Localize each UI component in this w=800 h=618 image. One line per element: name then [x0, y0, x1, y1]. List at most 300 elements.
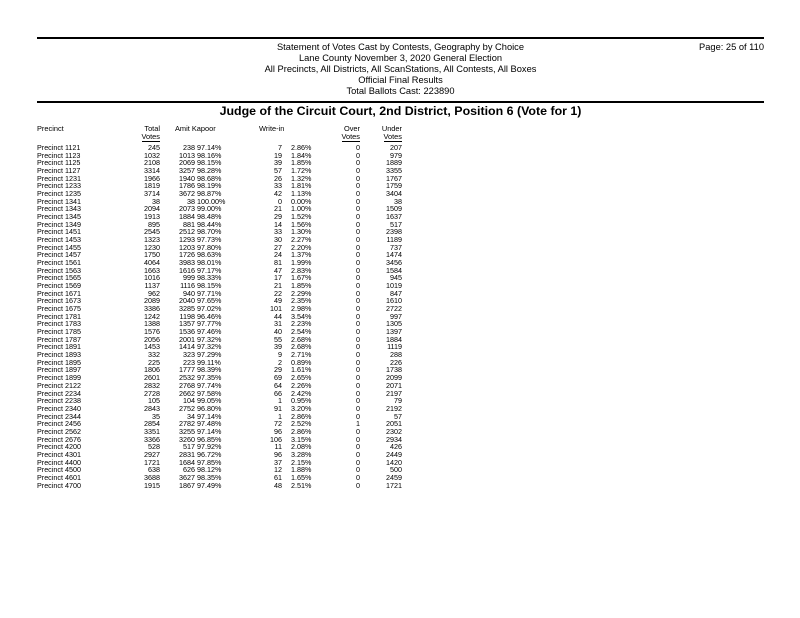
writein-votes: 29 — [274, 365, 282, 375]
total-votes: 1915 — [144, 480, 160, 490]
over-votes: 0 — [356, 472, 360, 482]
table-row — [37, 336, 417, 344]
writein-votes: 17 — [274, 273, 282, 283]
precinct-name: Precinct 1785 — [37, 327, 81, 337]
writein-percent: 1.56% — [291, 219, 312, 229]
candidate-percent: 97.14% — [197, 411, 222, 421]
over-votes: 0 — [356, 173, 360, 183]
candidate-votes: 626 — [183, 465, 195, 475]
precinct-name: Precinct 2676 — [37, 434, 81, 444]
col-precinct: Precinct — [37, 124, 64, 133]
total-votes: 2728 — [144, 388, 160, 398]
under-votes: 1767 — [386, 173, 402, 183]
candidate-votes: 1726 — [179, 250, 195, 260]
writein-percent: 1.81% — [291, 181, 312, 191]
precinct-name: Precinct 1565 — [37, 273, 81, 283]
under-votes: 226 — [390, 357, 402, 367]
under-votes: 2099 — [386, 373, 402, 383]
candidate-votes: 2831 — [179, 449, 195, 459]
under-votes: 1397 — [386, 327, 402, 337]
total-votes: 2056 — [144, 334, 160, 344]
col-total-line1: Total — [144, 124, 160, 133]
over-votes: 0 — [356, 250, 360, 260]
precinct-name: Precinct 1675 — [37, 304, 81, 314]
candidate-percent: 96.46% — [197, 311, 222, 321]
over-votes: 0 — [356, 265, 360, 275]
col-over — [335, 125, 360, 142]
writein-percent: 2.23% — [291, 319, 312, 329]
under-votes: 426 — [390, 442, 402, 452]
table-row — [37, 274, 417, 282]
over-votes: 0 — [356, 181, 360, 191]
under-votes: 979 — [390, 150, 402, 160]
under-votes: 1305 — [386, 319, 402, 329]
precinct-name: Precinct 1787 — [37, 334, 81, 344]
writein-votes: 7 — [278, 143, 282, 152]
precinct-name: Precinct 1127 — [37, 166, 81, 176]
candidate-percent: 97.02% — [197, 304, 222, 314]
total-votes: 1137 — [144, 281, 160, 291]
total-votes: 528 — [148, 442, 160, 452]
precinct-name: Precinct 1673 — [37, 296, 81, 306]
precinct-name: Precinct 1895 — [37, 357, 81, 367]
total-votes: 1032 — [144, 150, 160, 160]
writein-percent: 0.89% — [291, 357, 312, 367]
candidate-percent: 97.58% — [197, 388, 222, 398]
candidate-votes: 323 — [183, 350, 195, 360]
total-votes: 1913 — [144, 212, 160, 222]
writein-percent: 1.99% — [291, 258, 312, 268]
under-votes: 945 — [390, 273, 402, 283]
over-votes: 0 — [356, 150, 360, 160]
table-row — [37, 313, 417, 321]
over-votes: 0 — [356, 465, 360, 475]
candidate-percent: 98.33% — [197, 273, 222, 283]
under-votes: 517 — [390, 219, 402, 229]
candidate-votes: 3257 — [179, 166, 195, 176]
writein-percent: 1.72% — [291, 166, 312, 176]
writein-percent: 2.86% — [291, 143, 312, 152]
writein-votes: 57 — [274, 166, 282, 176]
writein-votes: 81 — [274, 258, 282, 268]
total-votes: 638 — [148, 465, 160, 475]
candidate-percent: 98.87% — [197, 189, 222, 199]
total-votes: 1663 — [144, 265, 160, 275]
precinct-name: Precinct 1783 — [37, 319, 81, 329]
total-votes: 1323 — [144, 235, 160, 245]
under-votes: 1889 — [386, 158, 402, 168]
candidate-votes: 1684 — [179, 457, 195, 467]
over-votes: 0 — [356, 143, 360, 152]
candidate-percent: 98.48% — [197, 212, 222, 222]
writein-percent: 1.85% — [291, 158, 312, 168]
report-header — [37, 42, 764, 97]
total-votes: 1453 — [144, 342, 160, 352]
header-rule — [37, 101, 764, 103]
candidate-votes: 1013 — [179, 150, 195, 160]
writein-percent: 2.08% — [291, 442, 312, 452]
table-row — [37, 244, 417, 252]
precinct-name: Precinct 2344 — [37, 411, 81, 421]
writein-percent: 1.32% — [291, 173, 312, 183]
total-votes: 225 — [148, 357, 160, 367]
precinct-name: Precinct 4500 — [37, 465, 81, 475]
under-votes: 1584 — [386, 265, 402, 275]
writein-votes: 49 — [274, 296, 282, 306]
total-votes: 3386 — [144, 304, 160, 314]
precinct-name: Precinct 1451 — [37, 227, 81, 237]
over-votes: 0 — [356, 373, 360, 383]
writein-percent: 3.54% — [291, 311, 312, 321]
under-votes: 500 — [390, 465, 402, 475]
table-row — [37, 144, 417, 152]
writein-votes: 47 — [274, 265, 282, 275]
candidate-votes: 2782 — [179, 419, 195, 429]
candidate-votes: 3285 — [179, 304, 195, 314]
total-votes: 962 — [148, 288, 160, 298]
over-votes: 1 — [356, 419, 360, 429]
over-votes: 0 — [356, 242, 360, 252]
col-under-line1: Under — [381, 124, 402, 133]
table-row — [37, 413, 417, 421]
candidate-percent: 98.15% — [197, 281, 222, 291]
col-under-line2: Votes — [383, 132, 402, 141]
writein-votes: 26 — [274, 173, 282, 183]
table-row — [37, 474, 417, 482]
under-votes: 3404 — [386, 189, 402, 199]
candidate-percent: 97.85% — [197, 457, 222, 467]
under-votes: 207 — [390, 143, 402, 152]
over-votes: 0 — [356, 350, 360, 360]
table-row — [37, 221, 417, 229]
under-votes: 3456 — [386, 258, 402, 268]
precinct-name: Precinct 2234 — [37, 388, 81, 398]
candidate-percent: 97.71% — [197, 288, 222, 298]
table-row — [37, 451, 417, 459]
candidate-votes: 3983 — [179, 258, 195, 268]
writein-votes: 91 — [274, 403, 282, 413]
over-votes: 0 — [356, 411, 360, 421]
over-votes: 0 — [356, 227, 360, 237]
candidate-votes: 1116 — [180, 281, 195, 291]
over-votes: 0 — [356, 189, 360, 199]
candidate-votes: 3672 — [179, 189, 195, 199]
writein-percent: 1.85% — [291, 281, 312, 291]
precinct-name: Precinct 4601 — [37, 472, 81, 482]
under-votes: 2459 — [386, 472, 402, 482]
candidate-percent: 97.14% — [197, 143, 222, 152]
writein-percent: 2.86% — [291, 426, 312, 436]
report-scope: All Precincts, All Districts, All ScanStations, All Contests, All Boxes — [264, 64, 537, 74]
total-votes: 1806 — [144, 365, 160, 375]
candidate-votes: 1867 — [179, 480, 195, 490]
under-votes: 2934 — [386, 434, 402, 444]
total-votes: 3314 — [144, 166, 160, 176]
table-row — [37, 282, 417, 290]
table-row — [37, 405, 417, 413]
writein-percent: 1.88% — [291, 465, 312, 475]
candidate-percent: 96.85% — [197, 434, 222, 444]
precinct-name: Precinct 1561 — [37, 258, 81, 268]
candidate-votes: 999 — [183, 273, 195, 283]
total-votes: 1576 — [144, 327, 160, 337]
under-votes: 2197 — [386, 388, 402, 398]
precinct-name: Precinct 1231 — [37, 173, 81, 183]
writein-votes: 11 — [274, 442, 282, 452]
under-votes: 1738 — [386, 365, 402, 375]
candidate-percent: 98.19% — [197, 181, 222, 191]
candidate-percent: 97.77% — [197, 319, 222, 329]
table-row — [37, 236, 417, 244]
total-votes: 2854 — [144, 419, 160, 429]
writein-percent: 2.68% — [291, 342, 312, 352]
precinct-name: Precinct 1563 — [37, 265, 81, 275]
over-votes: 0 — [356, 196, 360, 206]
writein-percent: 1.13% — [291, 189, 312, 199]
under-votes: 1509 — [386, 204, 402, 214]
writein-votes: 33 — [274, 181, 282, 191]
writein-votes: 37 — [274, 457, 282, 467]
writein-percent: 2.15% — [291, 457, 312, 467]
writein-percent: 1.37% — [291, 250, 312, 260]
candidate-percent: 98.16% — [197, 150, 222, 160]
total-votes: 38 — [152, 196, 160, 206]
over-votes: 0 — [356, 219, 360, 229]
writein-percent: 2.68% — [291, 334, 312, 344]
results-status: Official Final Results — [358, 75, 443, 85]
writein-percent: 1.52% — [291, 212, 312, 222]
total-votes: 1230 — [144, 242, 160, 252]
over-votes: 0 — [356, 327, 360, 337]
writein-votes: 44 — [274, 311, 282, 321]
candidate-votes: 881 — [183, 219, 195, 229]
col-candidate: Amit Kapoor — [175, 124, 216, 133]
total-votes: 4064 — [144, 258, 160, 268]
table-row — [37, 190, 417, 198]
candidate-votes: 223 — [183, 357, 195, 367]
table-row — [37, 305, 417, 313]
candidate-percent: 98.01% — [197, 258, 222, 268]
table-row — [37, 251, 417, 259]
under-votes: 2071 — [386, 380, 402, 390]
writein-votes: 69 — [274, 373, 282, 383]
table-row — [37, 182, 417, 190]
top-rule — [37, 37, 764, 39]
candidate-votes: 238 — [183, 143, 195, 152]
table-row — [37, 175, 417, 183]
candidate-percent: 97.80% — [197, 242, 222, 252]
candidate-votes: 1786 — [179, 181, 195, 191]
writein-percent: 2.86% — [291, 411, 312, 421]
candidate-percent: 97.14% — [197, 426, 222, 436]
table-row — [37, 205, 417, 213]
writein-votes: 39 — [274, 342, 282, 352]
over-votes: 0 — [356, 281, 360, 291]
precinct-name: Precinct 4700 — [37, 480, 81, 490]
table-row — [37, 436, 417, 444]
candidate-votes: 34 — [187, 411, 195, 421]
candidate-percent: 97.32% — [197, 334, 222, 344]
table-row — [37, 167, 417, 175]
total-votes: 245 — [148, 143, 160, 152]
total-votes: 2832 — [144, 380, 160, 390]
candidate-percent: 98.12% — [197, 465, 222, 475]
writein-votes: 55 — [274, 334, 282, 344]
col-total — [125, 125, 160, 142]
candidate-votes: 1293 — [179, 235, 195, 245]
writein-percent: 2.27% — [291, 235, 312, 245]
candidate-percent: 99.11% — [197, 357, 221, 367]
writein-percent: 1.67% — [291, 273, 312, 283]
writein-votes: 33 — [274, 227, 282, 237]
candidate-percent: 97.65% — [197, 296, 222, 306]
under-votes: 2449 — [386, 449, 402, 459]
candidate-percent: 98.68% — [197, 173, 222, 183]
table-row — [37, 374, 417, 382]
under-votes: 288 — [390, 350, 402, 360]
under-votes: 2302 — [386, 426, 402, 436]
table-row — [37, 428, 417, 436]
over-votes: 0 — [356, 442, 360, 452]
writein-votes: 14 — [274, 219, 282, 229]
total-votes: 1242 — [144, 311, 160, 321]
candidate-percent: 98.28% — [197, 166, 222, 176]
under-votes: 737 — [390, 242, 402, 252]
results-table — [37, 144, 417, 489]
table-row — [37, 290, 417, 298]
under-votes: 2398 — [386, 227, 402, 237]
precinct-name: Precinct 4200 — [37, 442, 81, 452]
candidate-percent: 96.72% — [197, 449, 222, 459]
over-votes: 0 — [356, 235, 360, 245]
candidate-percent: 97.49% — [197, 480, 222, 490]
table-row — [37, 466, 417, 474]
under-votes: 1119 — [387, 342, 402, 352]
writein-percent: 2.98% — [291, 304, 312, 314]
total-votes: 2089 — [144, 296, 160, 306]
precinct-name: Precinct 1125 — [37, 158, 81, 168]
total-votes: 2843 — [144, 403, 160, 413]
writein-votes: 0 — [278, 196, 282, 206]
total-votes: 2094 — [144, 204, 160, 214]
candidate-percent: 100.00% — [197, 196, 226, 206]
under-votes: 1610 — [386, 296, 402, 306]
under-votes: 1019 — [386, 281, 402, 291]
total-votes: 2108 — [144, 158, 160, 168]
page-number: Page: 25 of 110 — [699, 42, 764, 52]
total-votes: 35 — [152, 411, 160, 421]
candidate-votes: 1357 — [179, 319, 195, 329]
writein-percent: 3.20% — [291, 403, 312, 413]
over-votes: 0 — [356, 403, 360, 413]
writein-votes: 1 — [278, 411, 282, 421]
total-votes: 3366 — [144, 434, 160, 444]
over-votes: 0 — [356, 212, 360, 222]
precinct-name: Precinct 1341 — [37, 196, 81, 206]
candidate-votes: 940 — [183, 288, 195, 298]
writein-votes: 2 — [278, 357, 282, 367]
candidate-percent: 97.46% — [197, 327, 222, 337]
writein-votes: 66 — [274, 388, 282, 398]
table-row — [37, 366, 417, 374]
under-votes: 847 — [390, 288, 402, 298]
candidate-percent: 98.15% — [197, 158, 222, 168]
precinct-name: Precinct 1891 — [37, 342, 81, 352]
col-over-line2: Votes — [341, 132, 360, 141]
contest-title: Judge of the Circuit Court, 2nd District, Position 6 (Vote for 1) — [219, 104, 582, 118]
under-votes: 2722 — [386, 304, 402, 314]
precinct-name: Precinct 2562 — [37, 426, 81, 436]
total-votes: 1388 — [144, 319, 160, 329]
candidate-votes: 2001 — [179, 334, 195, 344]
candidate-percent: 97.73% — [197, 235, 222, 245]
writein-votes: 31 — [274, 319, 282, 329]
writein-votes: 21 — [274, 281, 282, 291]
over-votes: 0 — [356, 319, 360, 329]
writein-votes: 39 — [274, 158, 282, 168]
precinct-name: Precinct 1349 — [37, 219, 81, 229]
writein-votes: 72 — [274, 419, 282, 429]
writein-votes: 106 — [270, 434, 282, 444]
precinct-name: Precinct 1455 — [37, 242, 81, 252]
candidate-percent: 99.00% — [197, 204, 222, 214]
writein-percent: 2.20% — [291, 242, 312, 252]
writein-percent: 0.95% — [291, 396, 312, 406]
writein-percent: 0.00% — [291, 196, 312, 206]
total-votes: 895 — [148, 219, 160, 229]
table-row — [37, 152, 417, 160]
candidate-votes: 1616 — [179, 265, 195, 275]
writein-votes: 64 — [274, 380, 282, 390]
table-row — [37, 390, 417, 398]
candidate-percent: 98.44% — [197, 219, 222, 229]
candidate-votes: 2752 — [179, 403, 195, 413]
writein-votes: 61 — [274, 472, 282, 482]
candidate-votes: 2662 — [179, 388, 195, 398]
over-votes: 0 — [356, 388, 360, 398]
over-votes: 0 — [356, 166, 360, 176]
writein-percent: 2.29% — [291, 288, 312, 298]
writein-percent: 2.26% — [291, 380, 312, 390]
under-votes: 1884 — [386, 334, 402, 344]
candidate-votes: 2040 — [179, 296, 195, 306]
precinct-name: Precinct 4301 — [37, 449, 81, 459]
candidate-percent: 97.29% — [197, 350, 222, 360]
total-votes: 1750 — [144, 250, 160, 260]
candidate-percent: 98.63% — [197, 250, 222, 260]
total-votes: 3688 — [144, 472, 160, 482]
under-votes: 1759 — [386, 181, 402, 191]
table-row — [37, 359, 417, 367]
under-votes: 2051 — [386, 419, 402, 429]
writein-percent: 1.30% — [291, 227, 312, 237]
writein-votes: 30 — [274, 235, 282, 245]
total-votes: 2927 — [144, 449, 160, 459]
precinct-name: Precinct 2340 — [37, 403, 81, 413]
over-votes: 0 — [356, 426, 360, 436]
under-votes: 79 — [394, 396, 402, 406]
precinct-name: Precinct 1569 — [37, 281, 81, 291]
candidate-votes: 3260 — [179, 434, 195, 444]
over-votes: 0 — [356, 357, 360, 367]
writein-votes: 12 — [274, 465, 282, 475]
writein-votes: 101 — [270, 304, 282, 314]
table-row — [37, 343, 417, 351]
col-over-line1: Over — [343, 124, 360, 133]
writein-percent: 2.52% — [291, 419, 312, 429]
writein-votes: 19 — [274, 150, 282, 160]
candidate-percent: 97.74% — [197, 380, 222, 390]
